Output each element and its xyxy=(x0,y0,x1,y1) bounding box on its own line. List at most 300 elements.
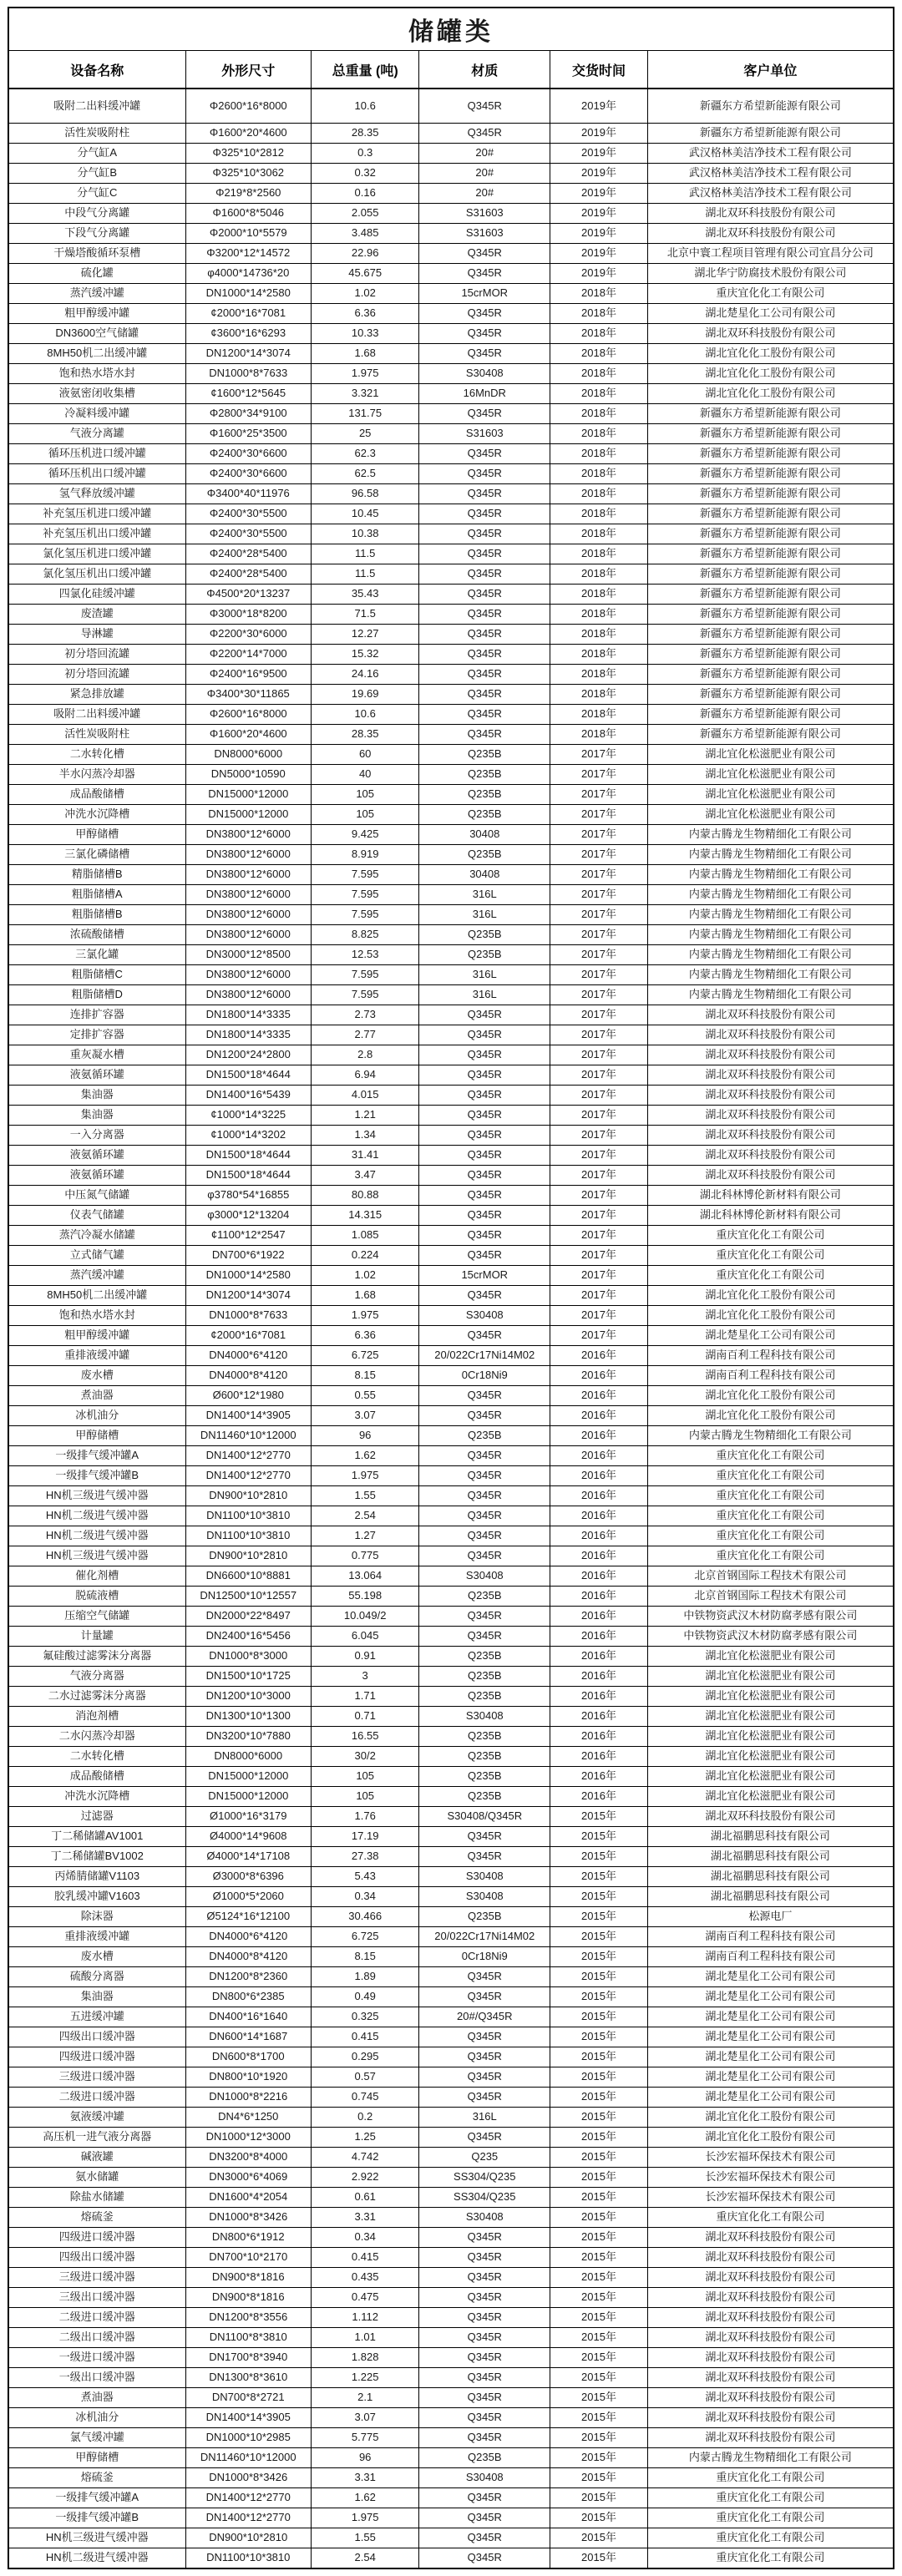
delivery-year-cell: 2015年 xyxy=(550,2468,648,2488)
dimensions-cell: DN15000*12000 xyxy=(185,1787,312,1807)
customer-cell: 中铁物资武汉木材防腐孝感有限公司 xyxy=(647,1627,894,1647)
table-row xyxy=(8,585,894,605)
total-weight-cell: 5.43 xyxy=(312,1867,419,1887)
table-row xyxy=(8,1526,894,1546)
dimensions-cell: DN3800*12*6000 xyxy=(185,885,312,905)
delivery-year-cell: 2015年 xyxy=(550,2007,648,2027)
table-row xyxy=(8,1045,894,1065)
equipment-name-cell: 干燥塔酸循环泵槽 xyxy=(8,244,185,264)
equipment-name-cell: 活性炭吸附柱 xyxy=(8,124,185,144)
equipment-name-cell: 废渣罐 xyxy=(8,605,185,625)
delivery-year-cell: 2016年 xyxy=(550,1787,648,1807)
customer-cell: 中铁物资武汉木材防腐孝感有限公司 xyxy=(647,1607,894,1627)
delivery-year-cell: 2018年 xyxy=(550,645,648,665)
dimensions-cell: Ø5124*16*12100 xyxy=(185,1907,312,1927)
table-row xyxy=(8,805,894,825)
table-row xyxy=(8,384,894,404)
total-weight-cell: 28.35 xyxy=(312,124,419,144)
equipment-name-cell: 四氯化硅缓冲罐 xyxy=(8,585,185,605)
equipment-name-cell: 液氨循环罐 xyxy=(8,1065,185,1086)
total-weight-cell: 8.919 xyxy=(312,845,419,865)
dimensions-cell: Φ1600*20*4600 xyxy=(185,124,312,144)
total-weight-cell: 1.68 xyxy=(312,1286,419,1306)
material-cell: Q345R xyxy=(419,1967,550,1987)
total-weight-cell: 1.62 xyxy=(312,1446,419,1466)
delivery-year-cell: 2019年 xyxy=(550,89,648,124)
delivery-year-cell: 2015年 xyxy=(550,2128,648,2148)
delivery-year-cell: 2015年 xyxy=(550,1867,648,1887)
dimensions-cell: DN1200*24*2800 xyxy=(185,1045,312,1065)
customer-cell: 新疆东方希望新能源有限公司 xyxy=(647,484,894,504)
equipment-name-cell: 液氨密闭收集槽 xyxy=(8,384,185,404)
dimensions-cell: DN15000*12000 xyxy=(185,785,312,805)
table-row xyxy=(8,2228,894,2248)
customer-cell: 湖北宜化化工股份有限公司 xyxy=(647,1286,894,1306)
table-row xyxy=(8,1627,894,1647)
customer-cell: 湖北双环科技股份有限公司 xyxy=(647,2348,894,2368)
table-row xyxy=(8,985,894,1005)
table-row xyxy=(8,945,894,965)
material-cell: 30408 xyxy=(419,865,550,885)
delivery-year-cell: 2016年 xyxy=(550,1526,648,1546)
dimensions-cell: DN3000*6*4069 xyxy=(185,2168,312,2188)
dimensions-cell: DN1400*14*3905 xyxy=(185,2408,312,2428)
equipment-name-cell: 连排扩容器 xyxy=(8,1005,185,1025)
equipment-name-cell: 重灰凝水槽 xyxy=(8,1045,185,1065)
delivery-year-cell: 2015年 xyxy=(550,2248,648,2268)
customer-cell: 新疆东方希望新能源有限公司 xyxy=(647,685,894,705)
customer-cell: 内蒙古腾龙生物精细化工有限公司 xyxy=(647,925,894,945)
customer-cell: 湖北宜化化工股份有限公司 xyxy=(647,2128,894,2148)
customer-cell: 湖北楚星化工公司有限公司 xyxy=(647,1987,894,2007)
material-cell: 20/022Cr17Ni14M02 xyxy=(419,1346,550,1366)
table-row xyxy=(8,1466,894,1486)
table-row xyxy=(8,344,894,364)
delivery-year-cell: 2015年 xyxy=(550,1947,648,1967)
material-cell: Q235B xyxy=(419,1587,550,1607)
delivery-year-cell: 2017年 xyxy=(550,865,648,885)
delivery-year-cell: 2015年 xyxy=(550,2348,648,2368)
dimensions-cell: Φ2400*28*5400 xyxy=(185,544,312,564)
table-row xyxy=(8,1005,894,1025)
material-cell: Q345R xyxy=(419,1987,550,2007)
table-row xyxy=(8,1306,894,1326)
table-row xyxy=(8,1546,894,1566)
customer-cell: 内蒙古腾龙生物精细化工有限公司 xyxy=(647,905,894,925)
table-row xyxy=(8,1126,894,1146)
dimensions-cell: DN3800*12*6000 xyxy=(185,985,312,1005)
material-cell: Q235B xyxy=(419,925,550,945)
material-cell: Q345R xyxy=(419,1506,550,1526)
material-cell: Q345R xyxy=(419,1546,550,1566)
equipment-name-cell: 三氯化磷储槽 xyxy=(8,845,185,865)
total-weight-cell: 30/2 xyxy=(312,1747,419,1767)
table-row xyxy=(8,2548,894,2569)
material-cell: Q345R xyxy=(419,1045,550,1065)
total-weight-cell: 19.69 xyxy=(312,685,419,705)
equipment-name-cell: 中段气分离罐 xyxy=(8,204,185,224)
customer-cell: 内蒙古腾龙生物精细化工有限公司 xyxy=(647,865,894,885)
customer-cell: 湖北楚星化工公司有限公司 xyxy=(647,1326,894,1346)
equipment-name-cell: 除沫器 xyxy=(8,1907,185,1927)
delivery-year-cell: 2017年 xyxy=(550,945,648,965)
material-cell: Q345R xyxy=(419,264,550,284)
table-row xyxy=(8,1787,894,1807)
total-weight-cell: 0.49 xyxy=(312,1987,419,2007)
equipment-name-cell: 除盐水储罐 xyxy=(8,2188,185,2208)
delivery-year-cell: 2017年 xyxy=(550,825,648,845)
dimensions-cell: DN1600*4*2054 xyxy=(185,2188,312,2208)
material-cell: Q345R xyxy=(419,2388,550,2408)
table-row xyxy=(8,1927,894,1947)
dimensions-cell: DN3200*8*4000 xyxy=(185,2148,312,2168)
delivery-year-cell: 2018年 xyxy=(550,364,648,384)
equipment-name-cell: 甲醇储槽 xyxy=(8,1426,185,1446)
delivery-year-cell: 2017年 xyxy=(550,1286,648,1306)
equipment-name-cell: 废水槽 xyxy=(8,1366,185,1386)
equipment-name-cell: 初分塔回流罐 xyxy=(8,645,185,665)
table-row xyxy=(8,2208,894,2228)
equipment-name-cell: 8MH50机二出缓冲罐 xyxy=(8,1286,185,1306)
equipment-name-cell: 饱和热水塔水封 xyxy=(8,364,185,384)
material-cell: Q345R xyxy=(419,2528,550,2548)
total-weight-cell: 80.88 xyxy=(312,1186,419,1206)
total-weight-cell: 1.68 xyxy=(312,344,419,364)
total-weight-cell: 3.321 xyxy=(312,384,419,404)
table-row xyxy=(8,1767,894,1787)
customer-cell: 湖北双环科技股份有限公司 xyxy=(647,2268,894,2288)
material-cell: Q345R xyxy=(419,1847,550,1867)
dimensions-cell: Φ2000*10*5579 xyxy=(185,224,312,244)
table-row xyxy=(8,1947,894,1967)
equipment-name-cell: 三级进口缓冲器 xyxy=(8,2268,185,2288)
dimensions-cell: DN700*8*2721 xyxy=(185,2388,312,2408)
total-weight-cell: 10.38 xyxy=(312,524,419,544)
table-row xyxy=(8,665,894,685)
total-weight-cell: 1.01 xyxy=(312,2328,419,2348)
total-weight-cell: 10.45 xyxy=(312,504,419,524)
table-row xyxy=(8,605,894,625)
material-cell: Q235B xyxy=(419,845,550,865)
total-weight-cell: 5.775 xyxy=(312,2428,419,2448)
table-row xyxy=(8,264,894,284)
dimensions-cell: Ø1000*16*3179 xyxy=(185,1807,312,1827)
total-weight-cell: 105 xyxy=(312,805,419,825)
material-cell: Q345R xyxy=(419,244,550,264)
equipment-name-cell: 立式储气罐 xyxy=(8,1246,185,1266)
total-weight-cell: 62.3 xyxy=(312,444,419,464)
equipment-name-cell: 一级出口缓冲器 xyxy=(8,2368,185,2388)
material-cell: Q345R xyxy=(419,2228,550,2248)
total-weight-cell: 1.975 xyxy=(312,364,419,384)
delivery-year-cell: 2018年 xyxy=(550,324,648,344)
table-row xyxy=(8,1246,894,1266)
delivery-year-cell: 2017年 xyxy=(550,1206,648,1226)
total-weight-cell: 96 xyxy=(312,2448,419,2468)
customer-cell: 湖北双环科技股份有限公司 xyxy=(647,2248,894,2268)
material-cell: Q345R xyxy=(419,124,550,144)
total-weight-cell: 71.5 xyxy=(312,605,419,625)
delivery-year-cell: 2016年 xyxy=(550,1426,648,1446)
dimensions-cell: Φ2400*30*6600 xyxy=(185,464,312,484)
dimensions-cell: Φ325*10*3062 xyxy=(185,164,312,184)
material-cell: Q345R xyxy=(419,564,550,585)
total-weight-cell: 3 xyxy=(312,1667,419,1687)
delivery-year-cell: 2018年 xyxy=(550,544,648,564)
table-row xyxy=(8,1386,894,1406)
total-weight-cell: 1.27 xyxy=(312,1526,419,1546)
dimensions-cell: DN3000*12*8500 xyxy=(185,945,312,965)
material-cell: Q345R xyxy=(419,524,550,544)
material-cell: Q345R xyxy=(419,1627,550,1647)
customer-cell: 湖北宜化松滋肥业有限公司 xyxy=(647,1687,894,1707)
material-cell: Q235B xyxy=(419,1727,550,1747)
total-weight-cell: 55.198 xyxy=(312,1587,419,1607)
delivery-year-cell: 2017年 xyxy=(550,805,648,825)
customer-cell: 湖北福鹏思科技有限公司 xyxy=(647,1867,894,1887)
delivery-year-cell: 2015年 xyxy=(550,1987,648,2007)
material-cell: Q345R xyxy=(419,444,550,464)
dimensions-cell: φ3000*12*13204 xyxy=(185,1206,312,1226)
customer-cell: 湖北双环科技股份有限公司 xyxy=(647,2328,894,2348)
total-weight-cell: 11.5 xyxy=(312,564,419,585)
customer-cell: 新疆东方希望新能源有限公司 xyxy=(647,645,894,665)
material-cell: Q345R xyxy=(419,1005,550,1025)
table-row xyxy=(8,1707,894,1727)
total-weight-cell: 1.828 xyxy=(312,2348,419,2368)
customer-cell: 湖北宜化松滋肥业有限公司 xyxy=(647,1747,894,1767)
customer-cell: 重庆宜化化工有限公司 xyxy=(647,1266,894,1286)
material-cell: Q235 xyxy=(419,2148,550,2168)
total-weight-cell: 10.049/2 xyxy=(312,1607,419,1627)
dimensions-cell: DN1400*16*5439 xyxy=(185,1086,312,1106)
delivery-year-cell: 2017年 xyxy=(550,1005,648,1025)
table-row xyxy=(8,2528,894,2548)
table-row xyxy=(8,2348,894,2368)
material-cell: 20#/Q345R xyxy=(419,2007,550,2027)
equipment-name-cell: 熔硫釜 xyxy=(8,2208,185,2228)
equipment-name-cell: 定排扩容器 xyxy=(8,1025,185,1045)
table-row xyxy=(8,1486,894,1506)
material-cell: Q235B xyxy=(419,1747,550,1767)
equipment-name-cell: 计量罐 xyxy=(8,1627,185,1647)
customer-cell: 湖北宜化化工股份有限公司 xyxy=(647,1406,894,1426)
table-body xyxy=(8,89,894,2568)
total-weight-cell: 0.91 xyxy=(312,1647,419,1667)
dimensions-cell: DN700*6*1922 xyxy=(185,1246,312,1266)
table-row xyxy=(8,2368,894,2388)
dimensions-cell: Φ219*8*2560 xyxy=(185,184,312,204)
total-weight-cell: 1.975 xyxy=(312,1466,419,1486)
total-weight-cell: 6.94 xyxy=(312,1065,419,1086)
equipment-name-cell: 二水闪蒸冷却器 xyxy=(8,1727,185,1747)
equipment-name-cell: 补充氢压机出口缓冲罐 xyxy=(8,524,185,544)
delivery-year-cell: 2015年 xyxy=(550,2368,648,2388)
material-cell: Q345R xyxy=(419,2027,550,2047)
table-row xyxy=(8,1266,894,1286)
dimensions-cell: φ3780*54*16855 xyxy=(185,1186,312,1206)
delivery-year-cell: 2018年 xyxy=(550,685,648,705)
delivery-year-cell: 2018年 xyxy=(550,424,648,444)
total-weight-cell: 10.33 xyxy=(312,324,419,344)
material-cell: Q345R xyxy=(419,484,550,504)
material-cell: S30408 xyxy=(419,1867,550,1887)
equipment-name-cell: 紧急排放罐 xyxy=(8,685,185,705)
equipment-name-cell: 煮油器 xyxy=(8,1386,185,1406)
table-row xyxy=(8,1025,894,1045)
material-cell: S31603 xyxy=(419,204,550,224)
material-cell: Q235B xyxy=(419,805,550,825)
table-row xyxy=(8,705,894,725)
delivery-year-cell: 2019年 xyxy=(550,124,648,144)
table-row xyxy=(8,645,894,665)
material-cell: S30408 xyxy=(419,1887,550,1907)
total-weight-cell: 11.5 xyxy=(312,544,419,564)
table-row xyxy=(8,1406,894,1426)
customer-cell: 湖北楚星化工公司有限公司 xyxy=(647,2067,894,2088)
customer-cell: 武汉格林美洁净技术工程有限公司 xyxy=(647,144,894,164)
table-row xyxy=(8,2148,894,2168)
total-weight-cell: 1.55 xyxy=(312,2528,419,2548)
equipment-name-cell: 液氨循环罐 xyxy=(8,1146,185,1166)
customer-cell: 湖北宜化松滋肥业有限公司 xyxy=(647,745,894,765)
total-weight-cell: 2.8 xyxy=(312,1045,419,1065)
delivery-year-cell: 2016年 xyxy=(550,1727,648,1747)
dimensions-cell: DN1000*8*7633 xyxy=(185,1306,312,1326)
delivery-year-cell: 2018年 xyxy=(550,404,648,424)
total-weight-cell: 3.47 xyxy=(312,1166,419,1186)
table-row xyxy=(8,2408,894,2428)
dimensions-cell: DN2400*16*5456 xyxy=(185,1627,312,1647)
total-weight-cell: 7.595 xyxy=(312,965,419,985)
material-cell: Q345R xyxy=(419,89,550,124)
table-row xyxy=(8,1206,894,1226)
material-cell: Q345R xyxy=(419,344,550,364)
customer-cell: 重庆宜化化工有限公司 xyxy=(647,1526,894,1546)
customer-cell: 湖南百利工程科技有限公司 xyxy=(647,1947,894,1967)
delivery-year-cell: 2019年 xyxy=(550,144,648,164)
material-cell: Q235B xyxy=(419,945,550,965)
dimensions-cell: Φ3000*18*8200 xyxy=(185,605,312,625)
customer-cell: 重庆宜化化工有限公司 xyxy=(647,2488,894,2508)
storage-tank-table xyxy=(8,7,894,2569)
customer-cell: 新疆东方希望新能源有限公司 xyxy=(647,124,894,144)
table-row xyxy=(8,2128,894,2148)
delivery-year-cell: 2016年 xyxy=(550,1366,648,1386)
customer-cell: 北京首钢国际工程技术有限公司 xyxy=(647,1587,894,1607)
total-weight-cell: 7.595 xyxy=(312,985,419,1005)
equipment-name-cell: 饱和热水塔水封 xyxy=(8,1306,185,1326)
delivery-year-cell: 2016年 xyxy=(550,1687,648,1707)
total-weight-cell: 16.55 xyxy=(312,1727,419,1747)
delivery-year-cell: 2015年 xyxy=(550,1847,648,1867)
delivery-year-cell: 2018年 xyxy=(550,484,648,504)
dimensions-cell: DN8000*6000 xyxy=(185,1747,312,1767)
equipment-name-cell: 粗脂储槽B xyxy=(8,905,185,925)
customer-cell: 湖北双环科技股份有限公司 xyxy=(647,2428,894,2448)
material-cell: 0Cr18Ni9 xyxy=(419,1947,550,1967)
table-row xyxy=(8,564,894,585)
equipment-name-cell: 二水转化槽 xyxy=(8,745,185,765)
table-row xyxy=(8,1446,894,1466)
delivery-year-cell: 2017年 xyxy=(550,965,648,985)
table-row xyxy=(8,204,894,224)
equipment-name-cell: 循环压机进口缓冲罐 xyxy=(8,444,185,464)
dimensions-cell: Φ1600*20*4600 xyxy=(185,725,312,745)
table-row xyxy=(8,1867,894,1887)
dimensions-cell: ¢2000*16*7081 xyxy=(185,1326,312,1346)
table-row xyxy=(8,224,894,244)
customer-cell: 新疆东方希望新能源有限公司 xyxy=(647,605,894,625)
column-header-total-weight: 总重量 (吨) xyxy=(312,51,419,89)
total-weight-cell: 0.775 xyxy=(312,1546,419,1566)
dimensions-cell: φ4000*14736*20 xyxy=(185,264,312,284)
dimensions-cell: Ø4000*14*9608 xyxy=(185,1827,312,1847)
delivery-year-cell: 2015年 xyxy=(550,2428,648,2448)
customer-cell: 重庆宜化化工有限公司 xyxy=(647,1246,894,1266)
material-cell: Q235B xyxy=(419,1767,550,1787)
material-cell: 316L xyxy=(419,2108,550,2128)
equipment-name-cell: 碱液罐 xyxy=(8,2148,185,2168)
total-weight-cell: 105 xyxy=(312,1767,419,1787)
table-row xyxy=(8,2468,894,2488)
total-weight-cell: 0.415 xyxy=(312,2027,419,2047)
total-weight-cell: 40 xyxy=(312,765,419,785)
customer-cell: 新疆东方希望新能源有限公司 xyxy=(647,564,894,585)
dimensions-cell: ¢2000*16*7081 xyxy=(185,304,312,324)
customer-cell: 内蒙古腾龙生物精细化工有限公司 xyxy=(647,1426,894,1446)
total-weight-cell: 27.38 xyxy=(312,1847,419,1867)
equipment-name-cell: 四级出口缓冲器 xyxy=(8,2027,185,2047)
delivery-year-cell: 2019年 xyxy=(550,204,648,224)
delivery-year-cell: 2015年 xyxy=(550,2268,648,2288)
table-row xyxy=(8,865,894,885)
material-cell: 20# xyxy=(419,144,550,164)
equipment-name-cell: 氨液缓冲罐 xyxy=(8,2108,185,2128)
customer-cell: 新疆东方希望新能源有限公司 xyxy=(647,404,894,424)
column-header-material: 材质 xyxy=(419,51,550,89)
equipment-name-cell: 二级进口缓冲器 xyxy=(8,2308,185,2328)
table-row xyxy=(8,1506,894,1526)
material-cell: Q345R xyxy=(419,665,550,685)
equipment-name-cell: 甲醇储槽 xyxy=(8,825,185,845)
total-weight-cell: 4.742 xyxy=(312,2148,419,2168)
dimensions-cell: DN1400*12*2770 xyxy=(185,1466,312,1486)
table-row xyxy=(8,1346,894,1366)
table-row xyxy=(8,144,894,164)
total-weight-cell: 7.595 xyxy=(312,865,419,885)
table-row xyxy=(8,2007,894,2027)
customer-cell: 湖北科林博伦新材料有限公司 xyxy=(647,1186,894,1206)
dimensions-cell: Φ1600*8*5046 xyxy=(185,204,312,224)
delivery-year-cell: 2015年 xyxy=(550,2208,648,2228)
table-row xyxy=(8,364,894,384)
total-weight-cell: 0.57 xyxy=(312,2067,419,2088)
delivery-year-cell: 2015年 xyxy=(550,1967,648,1987)
dimensions-cell: DN800*10*1920 xyxy=(185,2067,312,2088)
equipment-name-cell: 粗脂储槽A xyxy=(8,885,185,905)
equipment-name-cell: 浓硫酸储槽 xyxy=(8,925,185,945)
customer-cell: 湖南百利工程科技有限公司 xyxy=(647,1366,894,1386)
delivery-year-cell: 2018年 xyxy=(550,464,648,484)
customer-cell: 新疆东方希望新能源有限公司 xyxy=(647,504,894,524)
dimensions-cell: Ø4000*14*17108 xyxy=(185,1847,312,1867)
material-cell: S31603 xyxy=(419,224,550,244)
dimensions-cell: Φ325*10*2812 xyxy=(185,144,312,164)
customer-cell: 湖北双环科技股份有限公司 xyxy=(647,1166,894,1186)
equipment-name-cell: 一级排气缓冲罐A xyxy=(8,1446,185,1466)
material-cell: Q235B xyxy=(419,1667,550,1687)
